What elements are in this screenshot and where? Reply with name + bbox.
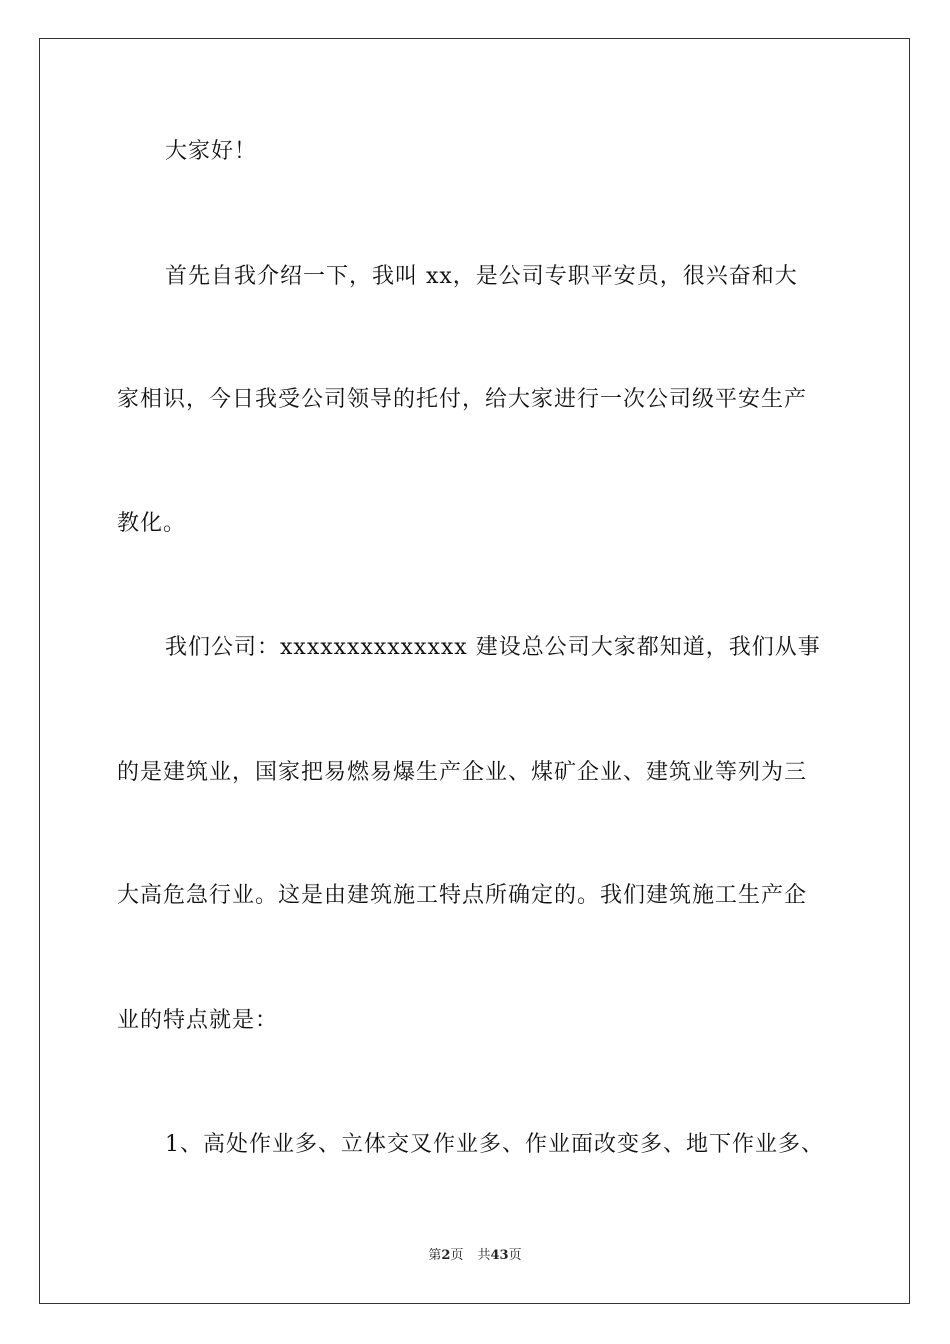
- paragraph-line: 的是建筑业，国家把易燃易爆生产企业、煤矿企业、建筑业等列为三: [117, 760, 808, 785]
- paragraph-line: 业的特点就是：: [117, 1008, 279, 1033]
- paragraph-line: 首先自我介绍一下，我叫 xx，是公司专职平安员，很兴奋和大: [165, 264, 798, 289]
- current-page-number: 2: [441, 1248, 451, 1263]
- total-page-count: 43: [490, 1248, 509, 1263]
- footer-page-suffix: 页: [450, 1248, 464, 1263]
- footer-total-suffix: 页: [508, 1248, 522, 1263]
- footer-total-prefix: 共: [477, 1248, 491, 1263]
- footer-prefix: 第: [428, 1248, 442, 1263]
- page-number-footer: [0, 1247, 950, 1265]
- paragraph-line: 教化。: [117, 511, 187, 536]
- paragraph-line: 我们公司：xxxxxxxxxxxxxx 建设总公司大家都知道，我们从事: [165, 635, 821, 660]
- paragraph-line: 1、高处作业多、立体交叉作业多、作业面改变多、地下作业多、: [165, 1132, 824, 1157]
- paragraph-line: 大家好！: [165, 139, 258, 164]
- page-border: [39, 38, 910, 1304]
- paragraph-line: 家相识，今日我受公司领导的托付，给大家进行一次公司级平安生产: [117, 387, 808, 412]
- paragraph-line: 大高危急行业。这是由建筑施工特点所确定的。我们建筑施工生产企: [117, 883, 808, 908]
